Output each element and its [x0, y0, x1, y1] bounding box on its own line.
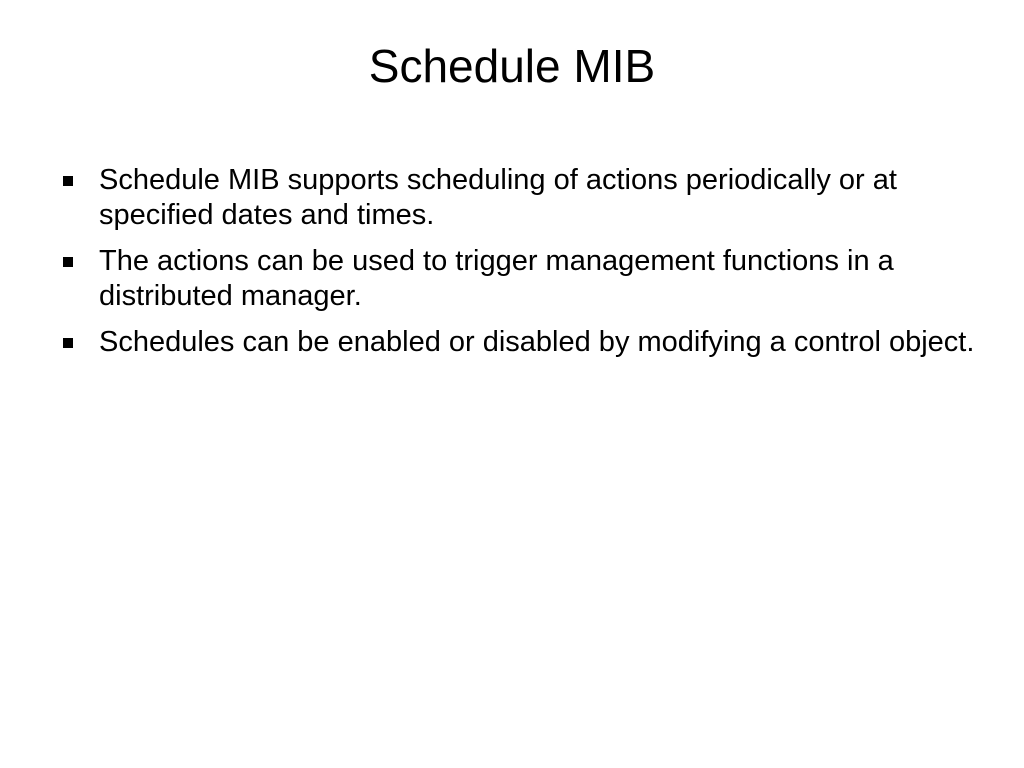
bullet-text: Schedules can be enabled or disabled by modifying a control object.: [99, 326, 975, 358]
slide-title: Schedule MIB: [368, 40, 656, 92]
bullet-text: The actions can be used to trigger management functions in a distributed manager.: [99, 245, 894, 312]
bullet-item: [60, 244, 980, 314]
bullet-item: [60, 163, 980, 233]
bullet-text: Schedule MIB supports scheduling of actions periodically or at specified dates and times.: [99, 164, 897, 231]
square-bullet-icon: [63, 176, 73, 186]
square-bullet-icon: [63, 338, 73, 348]
bullet-item: [60, 325, 980, 360]
bullet-list: [60, 163, 980, 371]
square-bullet-icon: [63, 257, 73, 267]
